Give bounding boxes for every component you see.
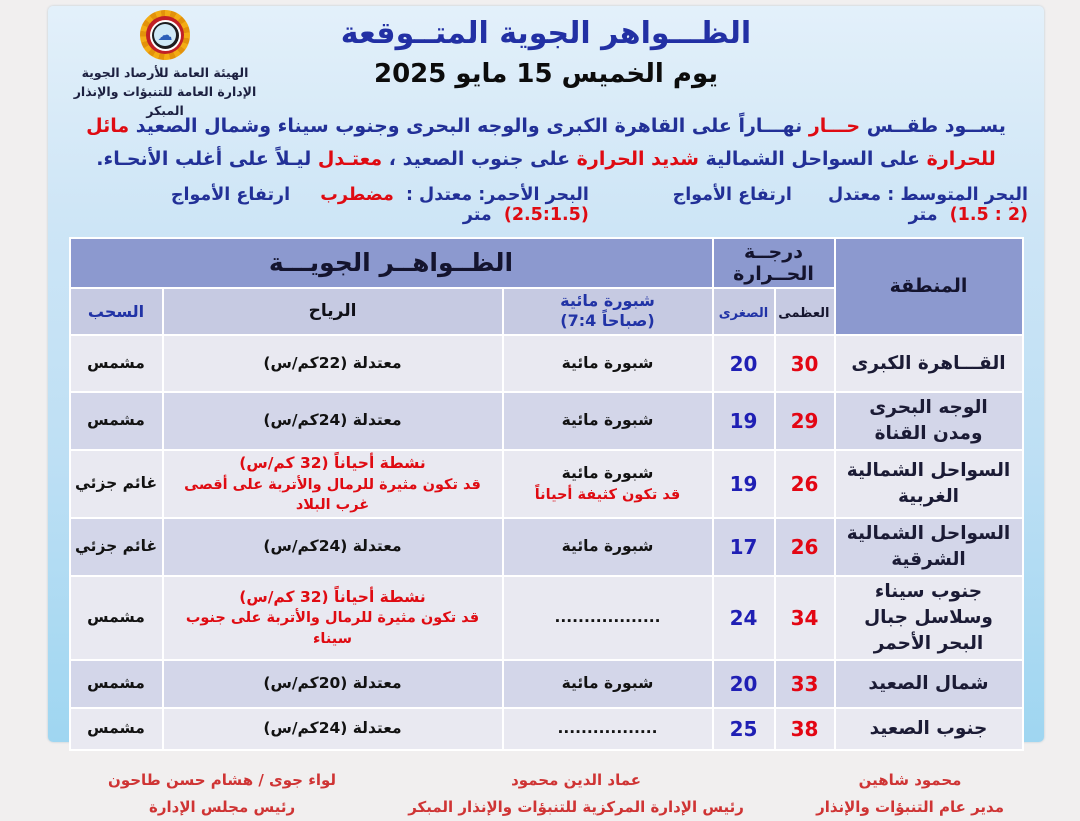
clouds-cell: غائم جزئي bbox=[70, 450, 163, 518]
region-cell: جنوب الصعيد bbox=[835, 708, 1023, 750]
clouds-cell: مشمس bbox=[70, 660, 163, 708]
mist-cell: .................. bbox=[503, 576, 713, 660]
mist-cell: شبورة مائية bbox=[503, 660, 713, 708]
wind-cell: نشطة أحياناً (32 كم/س) قد تكون مثيرة للرمال والأتربة على أقصى غرب البلاد bbox=[163, 450, 503, 518]
col-header-phenomena: الظــواهــر الجويـــة bbox=[70, 238, 713, 288]
synopsis-seg: على جنوب الصعيد ، bbox=[382, 148, 571, 171]
synopsis-seg: معتـدل bbox=[311, 148, 383, 171]
logo-red-ring bbox=[146, 16, 184, 54]
header-titles bbox=[298, 16, 794, 89]
signature-name: عماد الدين محمود bbox=[511, 770, 642, 789]
mist-cell: شبورة مائية bbox=[503, 392, 713, 450]
min-temp-cell: 20 bbox=[713, 660, 775, 708]
signature-name: محمود شاهين bbox=[858, 770, 962, 789]
sun-cloud-logo-icon bbox=[140, 10, 190, 60]
wind-cell: معتدلة (24كم/س) bbox=[163, 518, 503, 576]
red-wave-unit: متر bbox=[462, 204, 492, 225]
table-row bbox=[70, 660, 1023, 708]
max-temp-cell: 38 bbox=[775, 708, 835, 750]
col-header-wind: الرياح bbox=[163, 288, 503, 336]
mist-cell: شبورة مائية قد تكون كثيفة أحياناً bbox=[503, 450, 713, 518]
max-temp-cell: 34 bbox=[775, 576, 835, 660]
forecast-date: يوم الخميس 15 مايو 2025 bbox=[373, 59, 719, 89]
min-temp-cell: 19 bbox=[713, 450, 775, 518]
table-row bbox=[70, 708, 1023, 750]
col-header-min: الصغرى bbox=[713, 288, 775, 336]
min-temp-cell: 17 bbox=[713, 518, 775, 576]
min-temp-cell: 25 bbox=[713, 708, 775, 750]
signature-block bbox=[816, 767, 1004, 821]
max-temp-cell: 29 bbox=[775, 392, 835, 450]
min-temp-cell: 20 bbox=[713, 335, 775, 392]
signature-title: رئيس مجلس الإدارة bbox=[148, 797, 296, 816]
col-header-clouds: السحب bbox=[70, 288, 163, 336]
wind-cell: نشطة أحياناً (32 كم/س) قد تكون مثيرة للرمال والأتربة على جنوب سيناء bbox=[163, 576, 503, 660]
region-cell: شمال الصعيد bbox=[835, 660, 1023, 708]
col-header-mist: شبورة مائية (7:4 صباحاً) bbox=[503, 288, 713, 336]
max-temp-cell: 30 bbox=[775, 335, 835, 392]
table-row bbox=[70, 450, 1023, 518]
clouds-cell: مشمس bbox=[70, 335, 163, 392]
mediterranean-sea-status bbox=[589, 185, 1028, 225]
region-cell: السواحل الشمالية الشرقية bbox=[835, 518, 1023, 576]
wind-cell: معتدلة (20كم/س) bbox=[163, 660, 503, 708]
clouds-cell: مشمس bbox=[70, 708, 163, 750]
mist-cell: ................. bbox=[503, 708, 713, 750]
signature-title: رئيس الإدارة المركزية للتنبؤات والإنذار المبكر bbox=[408, 797, 744, 816]
signatures-footer bbox=[48, 751, 1044, 821]
signature-block bbox=[408, 767, 744, 821]
synopsis-seg: ليـلاً على أغلب الأنحـاء. bbox=[96, 148, 312, 171]
max-temp-cell: 33 bbox=[775, 660, 835, 708]
col-header-temperature: درجــة الحــرارة bbox=[713, 238, 835, 288]
synopsis-seg: يســود طقــس bbox=[860, 115, 1006, 137]
region-cell: جنوب سيناء وسلاسل جبال البحر الأحمر bbox=[835, 576, 1023, 660]
synopsis-seg: نهـــاراً على القاهرة الكبرى والوجه البحرى وجنوب سيناء وشمال الصعيد bbox=[129, 115, 803, 137]
synopsis-seg: على السواحل الشمالية bbox=[698, 148, 921, 171]
signature-block bbox=[108, 767, 336, 821]
col-header-max: العظمى bbox=[775, 288, 835, 336]
min-temp-cell: 24 bbox=[713, 576, 775, 660]
region-cell: السواحل الشمالية الغربية bbox=[835, 450, 1023, 518]
clouds-cell: مشمس bbox=[70, 392, 163, 450]
signature-title: مدير عام التنبؤات والإنذار bbox=[816, 797, 1004, 816]
med-wave-range: (1.5 : 2) bbox=[949, 204, 1028, 225]
red-sea-status bbox=[88, 185, 589, 225]
synopsis-seg: مائل للحرارة bbox=[86, 115, 996, 171]
sea-conditions bbox=[48, 177, 1044, 225]
forecast-table bbox=[69, 237, 1024, 751]
clouds-cell: مشمس bbox=[70, 576, 163, 660]
min-temp-cell: 19 bbox=[713, 392, 775, 450]
logo-white-ring bbox=[150, 20, 181, 51]
authority-brand bbox=[60, 10, 270, 120]
cloud-icon: ☁ bbox=[154, 24, 176, 46]
wind-cell: معتدلة (24كم/س) bbox=[163, 708, 503, 750]
col-header-region: المنطقة bbox=[835, 238, 1023, 336]
logo-black-ring bbox=[152, 22, 179, 49]
max-temp-cell: 26 bbox=[775, 518, 835, 576]
med-wave-label: ارتفاع الأمواج bbox=[672, 184, 792, 205]
med-wave-unit: متر bbox=[908, 204, 938, 225]
red-wave-label: ارتفاع الأمواج bbox=[170, 184, 291, 205]
red-sea-label: البحر الأحمر: معتدل : bbox=[405, 184, 589, 205]
clouds-cell: غائم جزئي bbox=[70, 518, 163, 576]
region-cell: الوجه البحرى ومدن القناة bbox=[835, 392, 1023, 450]
med-sea-label: البحر المتوسط : معتدل bbox=[827, 184, 1028, 205]
mist-cell: شبورة مائية bbox=[503, 518, 713, 576]
authority-name bbox=[60, 64, 270, 120]
mist-cell: شبورة مائية bbox=[503, 335, 713, 392]
max-temp-cell: 26 bbox=[775, 450, 835, 518]
table-row bbox=[70, 392, 1023, 450]
wind-cell: معتدلة (24كم/س) bbox=[163, 392, 503, 450]
bulletin-panel bbox=[48, 6, 1044, 816]
synopsis-seg: حـــار bbox=[802, 115, 861, 137]
red-wave-range: (2.5:1.5) bbox=[503, 204, 589, 225]
region-cell: القـــاهرة الكبرى bbox=[835, 335, 1023, 392]
authority-line2: الإدارة العامة للتنبؤات والإنذار المبكر bbox=[73, 83, 257, 118]
table-row bbox=[70, 576, 1023, 660]
synopsis-seg: شديد الحرارة bbox=[570, 148, 699, 171]
wind-cell: معتدلة (22كم/س) bbox=[163, 335, 503, 392]
authority-line1: الهيئة العامة للأرصاد الجوية bbox=[81, 65, 249, 80]
bulletin-header bbox=[48, 6, 1044, 118]
page-title: الظـــواهر الجوية المتــوقعة bbox=[340, 16, 752, 51]
red-sea-state: مضطرب bbox=[320, 184, 394, 205]
table-row bbox=[70, 518, 1023, 576]
signature-name: لواء جوى / هشام حسن طاحون bbox=[108, 770, 337, 789]
table-row bbox=[70, 335, 1023, 392]
